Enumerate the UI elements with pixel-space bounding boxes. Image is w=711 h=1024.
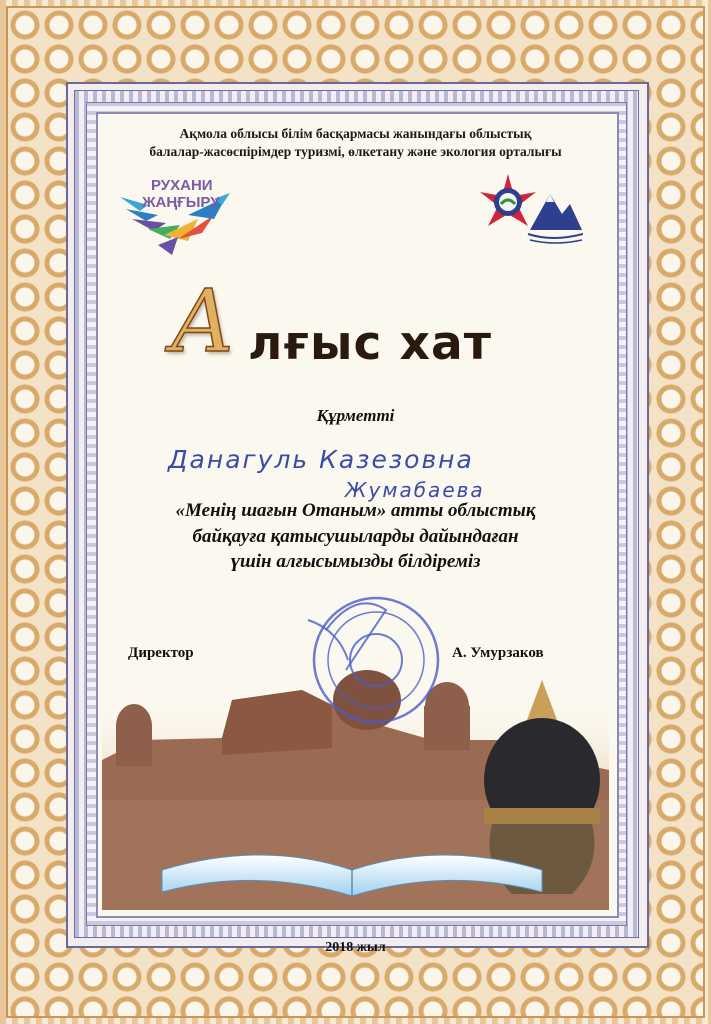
header-line-2: балалар-жасөспірімдер туризмі, өлкетану және экология орталығы — [149, 144, 562, 159]
compass-mountain-icon — [478, 170, 583, 250]
salutation: Құрметті — [316, 406, 395, 425]
title-rest: лғыс хат — [248, 316, 492, 371]
issue-year: 2018 жыл — [325, 940, 386, 955]
recipient-surname-handwritten: Жумабаева — [345, 478, 485, 502]
official-stamp — [306, 590, 446, 730]
rukhani-zhangyru-logo — [118, 175, 258, 260]
stamp-seal-icon — [306, 590, 446, 730]
body-line-2: байқауға қатысушыларды дайындаған — [192, 526, 519, 547]
certificate-title — [150, 272, 560, 380]
tourism-center-logo — [478, 170, 583, 250]
title-initial: А — [170, 272, 236, 372]
recipient-name-handwritten: Данагуль Казезовна — [168, 445, 474, 474]
body-line-1: «Менің шағын Отаным» атты облыстық — [175, 500, 536, 521]
body-line-3: үшін алғысымызды білдіреміз — [230, 551, 481, 572]
logo-text-line-2: ЖАҢҒЫРУ — [142, 194, 220, 211]
signatory-role: Директор — [128, 645, 194, 661]
logo-text-line-1: РУХАНИ — [151, 177, 213, 194]
header-line-1: Ақмола облысы білім басқармасы жанындағы облыстық — [179, 126, 532, 141]
signatory-name: А. Умурзаков — [452, 645, 544, 661]
